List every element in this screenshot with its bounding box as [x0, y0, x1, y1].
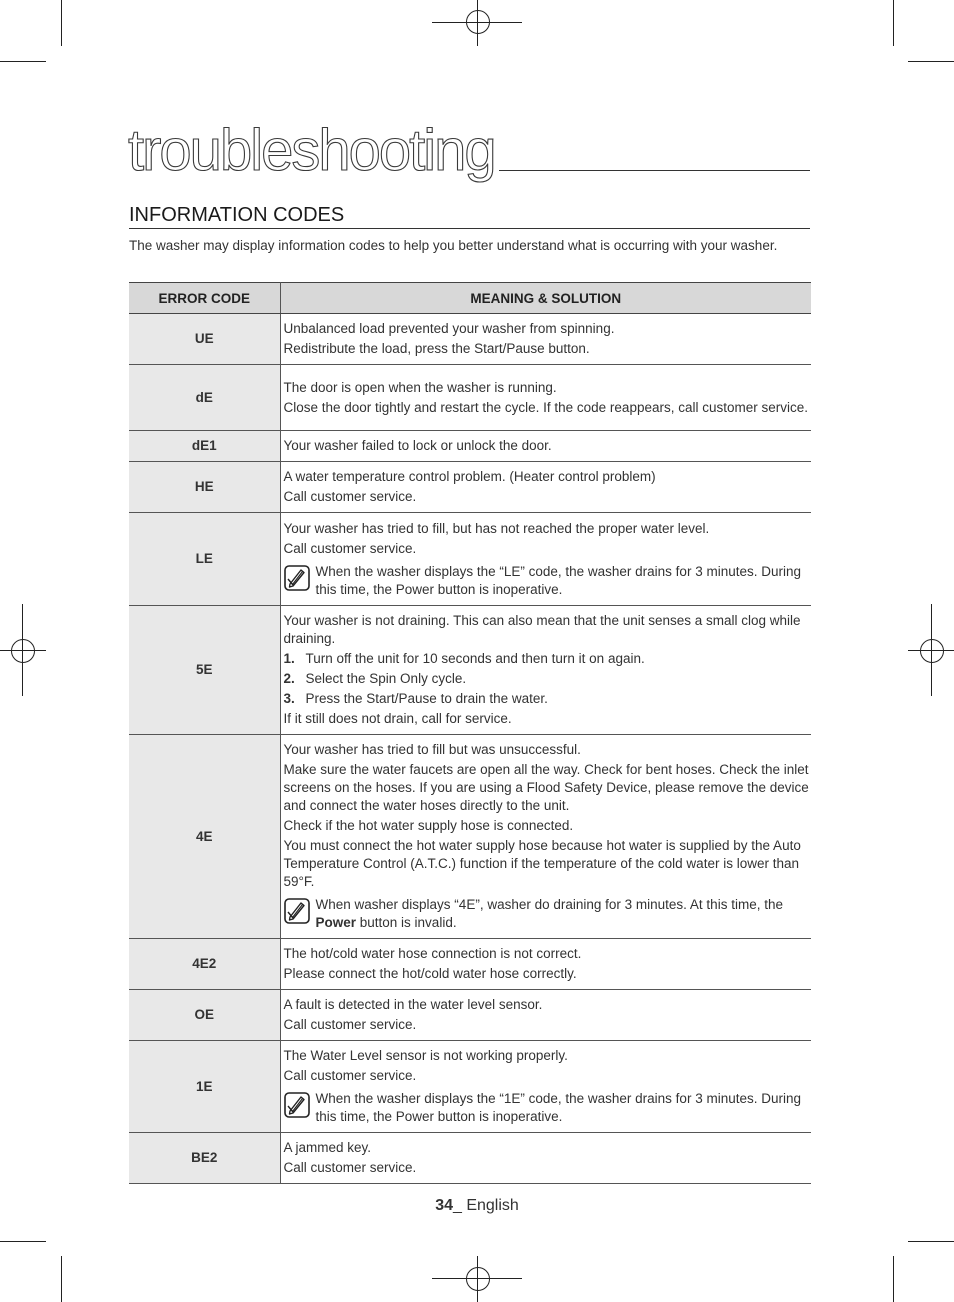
crop-mark [61, 0, 62, 46]
step-number: 3. [283, 691, 295, 706]
table-header-row [129, 283, 811, 314]
solution-step [284, 690, 810, 708]
solution-line: Call customer service. [283, 1068, 417, 1083]
step-text: Press the Start/Pause to drain the water. [305, 691, 548, 706]
table-row [129, 314, 811, 365]
step-number: 2. [283, 671, 295, 686]
crop-mark [0, 1241, 46, 1242]
chapter-title: troubleshooting [128, 122, 499, 180]
solution-line: The door is open when the washer is running. [283, 379, 557, 395]
meaning-solution [280, 990, 811, 1041]
page-footer [0, 1197, 954, 1215]
solution-line: A fault is detected in the water level sensor. [283, 997, 543, 1012]
registration-circle [466, 10, 490, 34]
table-row [129, 513, 811, 606]
table-row [129, 939, 811, 990]
meaning-solution [280, 606, 811, 735]
solution-line: Redistribute the load, press the Start/Pause button. [283, 341, 590, 356]
table-row [129, 606, 811, 735]
note [284, 1090, 810, 1126]
solution-line: A water temperature control problem. (Heater control problem) [283, 469, 656, 484]
meaning-solution [280, 513, 811, 606]
table-row [129, 462, 811, 513]
note-pencil-icon [284, 565, 310, 591]
error-code: 4E2 [129, 939, 280, 990]
solution-line: Call customer service. [283, 1017, 417, 1032]
meaning-solution [280, 314, 811, 365]
note-pencil-icon [284, 898, 310, 924]
error-code: BE2 [129, 1133, 280, 1184]
solution-line: Close the door tightly and restart the cycle. If the code reappears, call customer service. [283, 399, 809, 415]
meaning-solution [280, 1041, 811, 1133]
error-code: 1E [129, 1041, 280, 1133]
note [284, 563, 810, 599]
error-code: 4E [129, 735, 280, 939]
table-row [129, 735, 811, 939]
table-row [129, 431, 811, 462]
intro-text: The washer may display information codes to help you better understand what is occurring with your washer. [129, 238, 778, 253]
solution-line: Unbalanced load prevented your washer from spinning. [283, 321, 615, 336]
table-row [129, 365, 811, 431]
page-number: 34 [435, 1197, 453, 1214]
error-code: 5E [129, 606, 280, 735]
solution-line: Check if the hot water supply hose is connected. [283, 818, 574, 833]
solution-line: Your washer is not draining. This can also mean that the unit senses a small clog while draining. [283, 613, 801, 646]
section-title: INFORMATION CODES [129, 204, 345, 226]
note-text [316, 896, 810, 932]
note [284, 896, 810, 932]
table-row [129, 1041, 811, 1133]
crop-mark [908, 1241, 954, 1242]
registration-circle [11, 639, 35, 663]
step-number: 1. [283, 651, 295, 666]
note-text: When the washer displays the “1E” code, the washer drains for 3 minutes. During this time, the Power button is inoperative. [315, 1091, 801, 1124]
table-row [129, 1133, 811, 1184]
header-error-code: ERROR CODE [129, 283, 280, 314]
error-code: dE [129, 365, 280, 431]
footer-separator: _ [452, 1197, 462, 1214]
crop-mark [893, 0, 894, 46]
error-code: dE1 [129, 431, 280, 462]
crop-mark [0, 61, 46, 62]
solution-step [284, 670, 810, 688]
meaning-solution [280, 939, 811, 990]
note-text-bold: Power [315, 915, 357, 930]
meaning-solution [280, 365, 811, 431]
solution-line: Make sure the water faucets are open all the way. Check for bent hoses. Check the inlet screens on the hoses. If you are using a Flood Safety Device, please remove the device and connect the water hoses directly to the unit. [283, 762, 809, 813]
solution-line: Your washer has tried to fill, but has not reached the proper water level. [283, 520, 710, 536]
step-text: Select the Spin Only cycle. [305, 671, 467, 686]
note-text: When the washer displays the “LE” code, the washer drains for 3 minutes. During this time, the Power button is inoperative. [315, 563, 801, 597]
error-code: HE [129, 462, 280, 513]
solution-line: The Water Level sensor is not working properly. [283, 1048, 568, 1063]
note-text-part: button is invalid. [356, 915, 457, 930]
crop-mark [908, 61, 954, 62]
error-code: OE [129, 990, 280, 1041]
registration-circle [466, 1267, 490, 1291]
solution-line: Please connect the hot/cold water hose correctly. [283, 966, 577, 981]
solution-line: Your washer has tried to fill but was unsuccessful. [283, 742, 581, 757]
footer-language: English [461, 1197, 519, 1214]
error-code: UE [129, 314, 280, 365]
meaning-solution [280, 735, 811, 939]
solution-steps [284, 650, 810, 708]
solution-line: The hot/cold water hose connection is not correct. [283, 946, 582, 961]
information-codes-table [129, 282, 811, 1184]
crop-mark [61, 1256, 62, 1302]
crop-mark [893, 1256, 894, 1302]
note-pencil-icon [284, 1092, 310, 1118]
solution-step [284, 650, 810, 668]
solution-line: Call customer service. [283, 1160, 417, 1175]
meaning-solution [280, 1133, 811, 1184]
step-text: Turn off the unit for 10 seconds and then turn it on again. [305, 651, 645, 666]
solution-line: Call customer service. [283, 489, 417, 504]
solution-line: Call customer service. [283, 540, 417, 556]
meaning-solution [280, 431, 811, 462]
section-header [129, 203, 810, 229]
meaning-solution [280, 462, 811, 513]
chapter-header [128, 118, 810, 183]
solution-line: If it still does not drain, call for service. [283, 711, 512, 726]
registration-circle [920, 639, 944, 663]
note-text-part: When washer displays “4E”, washer do draining for 3 minutes. At this time, the [315, 897, 783, 912]
table-row [129, 990, 811, 1041]
solution-line: You must connect the hot water supply hose because hot water is supplied by the Auto Temperature Control (A.T.C.) function if the temperature of the cold water is lower than 59°F. [283, 838, 801, 889]
error-code: LE [129, 513, 280, 606]
solution-line: A jammed key. [283, 1140, 372, 1155]
header-meaning-solution: MEANING & SOLUTION [280, 283, 811, 314]
solution-line: Your washer failed to lock or unlock the door. [283, 438, 552, 453]
